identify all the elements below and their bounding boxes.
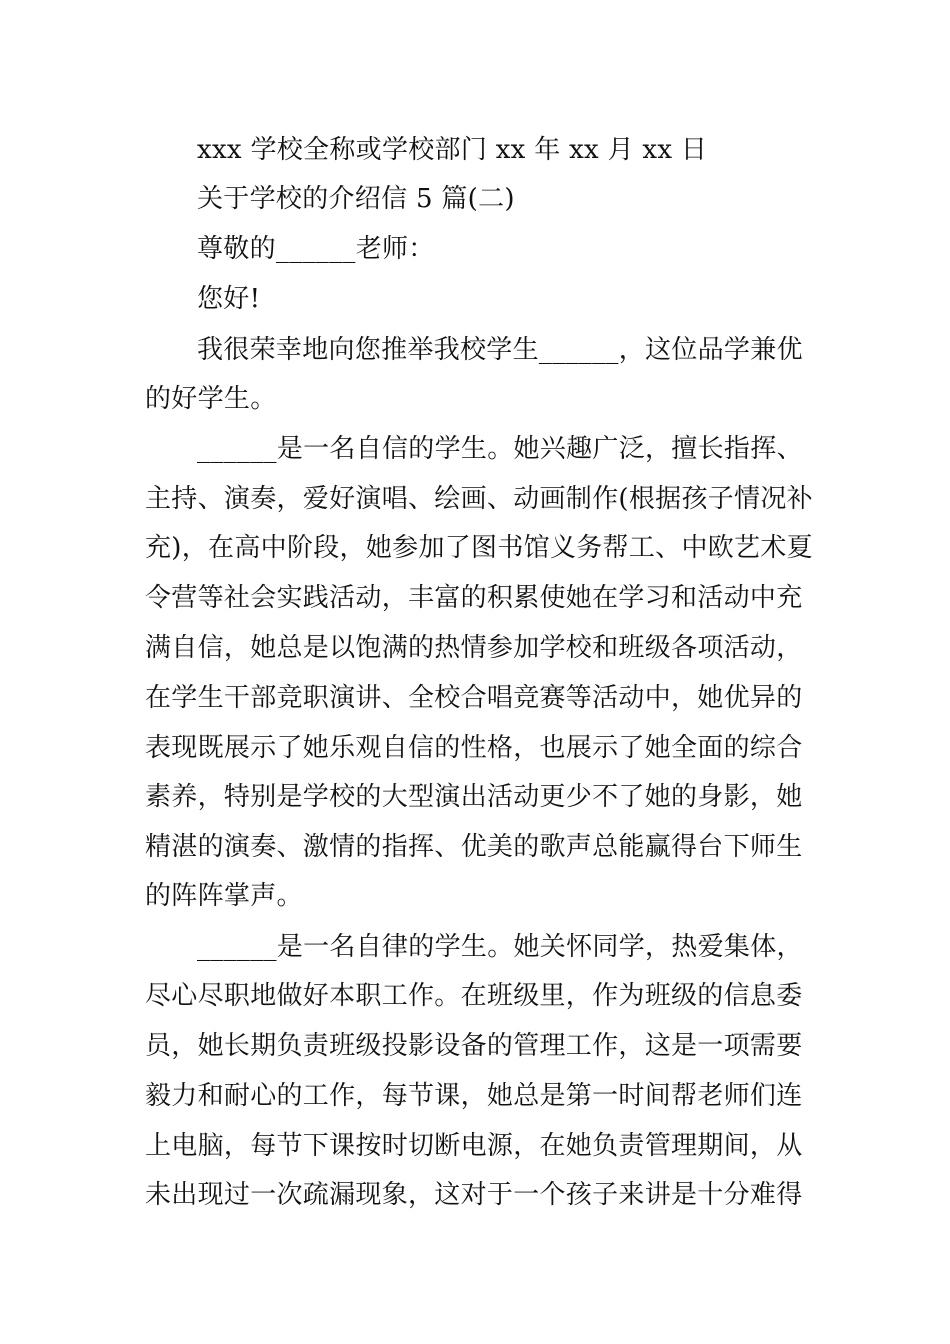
paragraph-3-line-5: 上电脑，每节下课按时切断电源，在她负责管理期间，从 [145, 1131, 803, 1161]
paragraph-1-line-2: 的好学生。 [145, 384, 277, 414]
paragraph-3-line-1: ______是一名自律的学生。她关怀同学，热爱集体， [197, 932, 803, 962]
paragraph-2-line-3: 充)，在高中阶段，她参加了图书馆义务帮工、中欧艺术夏 [145, 533, 813, 563]
paragraph-1-line-1: 我很荣幸地向您推举我校学生______，这位品学兼优 [197, 335, 803, 365]
paragraph-2-line-7: 表现既展示了她乐观自信的性格，也展示了她全面的综合 [145, 733, 803, 763]
paragraph-2-line-6: 在学生干部竞职演讲、全校合唱竞赛等活动中，她优异的 [145, 683, 803, 713]
paragraph-2-line-9: 精湛的演奏、激情的指挥、优美的歌声总能赢得台下师生 [145, 832, 803, 862]
paragraph-2-line-5: 满自信，她总是以饱满的热情参加学校和班级各项活动， [145, 633, 803, 663]
paragraph-3-line-4: 毅力和耐心的工作，每节课，她总是第一时间帮老师们连 [145, 1081, 803, 1111]
paragraph-3-line-2: 尽心尽职地做好本职工作。在班级里，作为班级的信息委 [145, 981, 803, 1011]
paragraph-3-line-3: 员，她长期负责班级投影设备的管理工作，这是一项需要 [145, 1031, 803, 1061]
document-title: 关于学校的介绍信 5 篇(二) [197, 184, 515, 214]
paragraph-2-line-10: 的阵阵掌声。 [145, 881, 303, 911]
salutation: 尊敬的______老师： [197, 234, 435, 264]
paragraph-3-line-6: 未出现过一次疏漏现象，这对于一个孩子来讲是十分难得 [145, 1180, 803, 1210]
paragraph-2-line-8: 素养，特别是学校的大型演出活动更少不了她的身影，她 [145, 782, 803, 812]
greeting: 您好! [197, 284, 261, 314]
paragraph-2-line-2: 主持、演奏，爱好演唱、绘画、动画制作(根据孩子情况补 [145, 484, 813, 514]
paragraph-2-line-1: ______是一名自信的学生。她兴趣广泛，擅长指挥、 [197, 434, 803, 464]
paragraph-2-line-4: 令营等社会实践活动，丰富的积累使她在学习和活动中充 [145, 583, 803, 613]
sender-date-line: xxx 学校全称或学校部门 xx 年 xx 月 xx 日 [197, 135, 708, 165]
